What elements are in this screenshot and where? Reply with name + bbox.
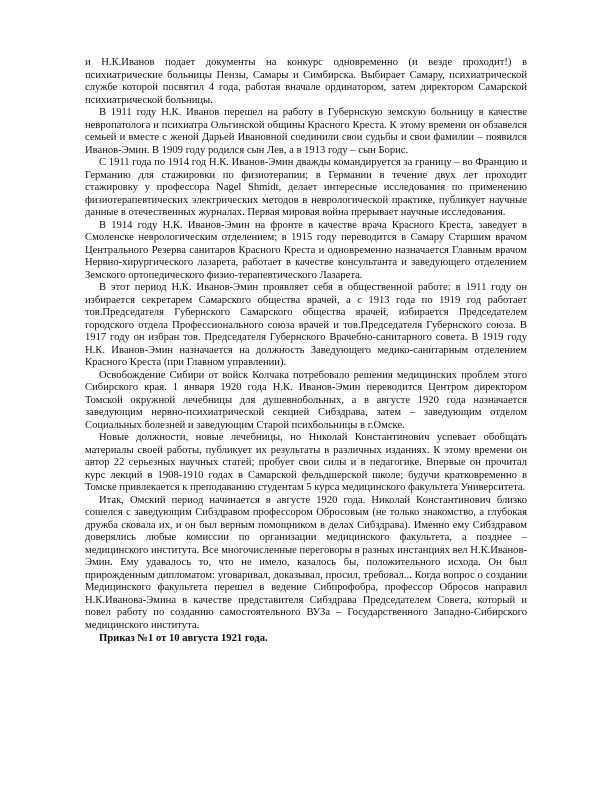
paragraph-6: Освобождение Сибири от войск Колчака потребовало решения медицинских проблем этого Сибирского края. 1 января 1920 года Н.К. Иванов-Эмин переводится Центром директором Томской окружной лечебницы для душевнобольных, а в августе 1920 года назначается заведующим нервно-психиатрической секцией Сибздрава, затем – заведующим отделом Социальных болезней и заведующим Старой психбольницы в г.Омске.	[85, 369, 527, 431]
paragraph-1: и Н.К.Иванов подает документы на конкурс одновременно (и везде проходит!) в психиатрические больницы Пензы, Самары и Симбирска. Выбирает Самару, психиатрической службе которой посвятил 4 года, работая вначале ординатором, затем директором Самарской психиатрической больницы.	[85, 57, 527, 106]
paragraph-5: В этот период Н.К. Иванов-Эмин проявляет себя в общественной работе: в 1911 году он избирается секретарем Самарского общества врачей, а с 1913 года по 1919 год работает тов.Председателя Губернского Самарского общества врачей, избирается Председателем городского отдела Профессионального союза врачей и тов.Председателя Губернского союза. В 1917 году он избран тов. Председателя Губернского Врачебно-санитарного совета. В 1919 году Н.К. Иванов-Эмин назначается на должность Заведующего медико-санитарным отделением Красного Креста (при Главном управлении).	[85, 282, 527, 368]
paragraph-7: Новые должности, новые лечебницы, но Николай Константинович успевает обобщать материалы своей работы, публикует их результаты в различных изданиях. К этому времени он автор 22 серьезных научных статей; пробует свои силы и в педагогике. Впервые он прочитал курс лекций в 1908-1910 годах в Самарской фельдшерской школе; будучи кратковременно в Томске привлекается к преподаванию студентам 5 курса медицинского факультета Университета.	[85, 432, 527, 493]
paragraph-3: С 1911 года по 1914 год Н.К. Иванов-Эмин дважды командируется за границу – во Францию и Германию для стажировки по физиотерапии; в Германии в течение двух лет проходит стажировку у профессора Nagel Shmidt, делает интересные исследования по применению физиотерапевтических электрических методов в неврологической практике, публикует научные данные в отечественных журналах. Первая мировая война прерывает научные исследования.	[85, 157, 527, 218]
paragraph-4: В 1914 году Н.К. Иванов-Эмин на фронте в качестве врача Красного Креста, заведует в Смоленске неврологическим отделением; в 1915 году переводится в Самару Старшим врачом Центрального Резерва санитаров Красного Креста и одновременно назначается Главным врачом Нервно-хирургического лазарета, работает в качестве консультанта и заведующего отделением Земского ортопедического физио-терапевтического Лазарета.	[85, 219, 527, 281]
paragraph-2: В 1911 году Н.К. Иванов перешел на работу в Губернскую земскую больницу в качестве невропатолога и психиатра Ольгинской общины Красного Креста. К этому времени он обзавелся семьей и вместе с женой Дарьей Ивановной соединили свои судьбы и свои фамилии – появился Иванов-Эмин. В 1909 году родился сын Лев, а в 1913 году – сын Борис.	[85, 107, 527, 156]
paragraph-8: Итак, Омский период начинается в августе 1920 года. Николай Константинович близко сошелся с заведующим Сибздравом профессором Обросовым (не только знакомство, а глубокая дружба сковала их, и он был верным помощником в делах Сибздрава). Именно ему Сибздравом доверялись любые комиссии по организации медицинского факультета, а позднее – медицинского института. Все многочисленные переговоры в разных инстанциях вел Н.К.Иванов-Эмин. Ему удавалось то, что не имело, казалось бы, положительного исхода. Он был прирожденным дипломатом: уговаривал, доказывал, просил, требовал... Когда вопрос о создании Медицинского факультета перешел в ведение Сибпрофобра, профессор Обросов направил Н.К.Иванова-Эмина в качестве представителя Сибздрава Председателем Совета, который и повел работу по созданию самостоятельного ВУЗа – Государственного Западно-Сибирского медицинского института.	[85, 494, 527, 631]
order-heading: Приказ №1 от 10 августа 1921 года.	[99, 633, 268, 644]
document-page	[85, 57, 527, 646]
